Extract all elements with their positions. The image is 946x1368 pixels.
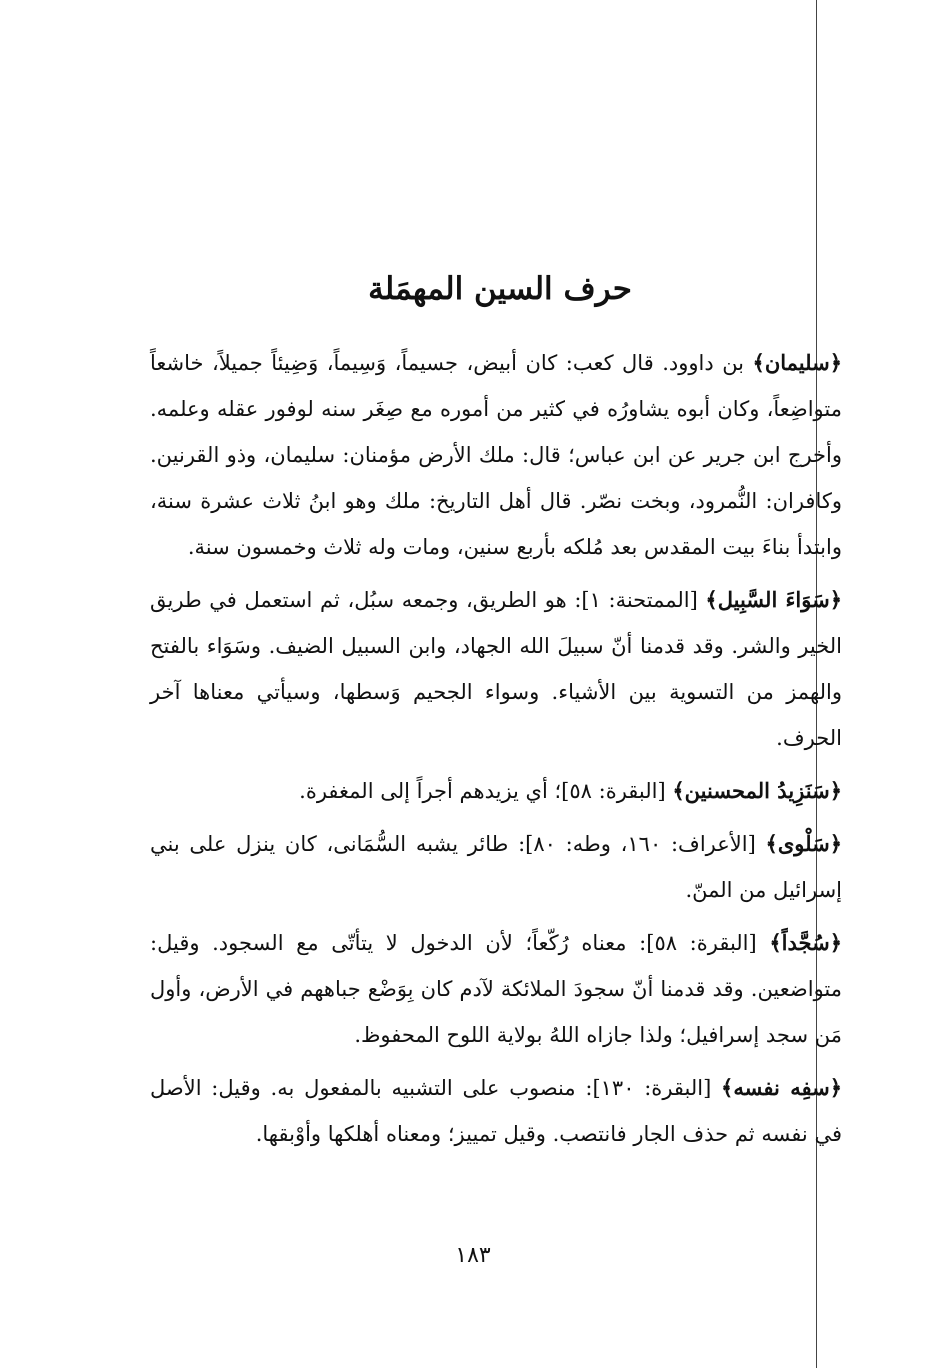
entry-head: سفِه نفسه: [733, 1075, 830, 1100]
ornate-bracket-open-icon: ﴿: [829, 831, 842, 856]
entry-text: [البقرة: ٥٨]؛ أي يزيدهم أجراً إلى المغفرة.: [299, 779, 673, 803]
entry-head: سَنَزِيدُ المحسنين: [684, 778, 830, 803]
ornate-bracket-close-icon: ﴾: [705, 587, 718, 612]
ornate-bracket-open-icon: ﴿: [829, 587, 843, 612]
entry-text: بن داوود. قال كعب: كان أبيض، جسيماً، وَسِيماً، وَضِيئاً جميلاً، خاشعاً متواضِعاً، وكان أبوه يشاورُه في كثير من أموره مع صِغَر سنه لوفور عقله وعلمه. وأخرج ابن جرير عن ابن عباس؛ قال: ملك الأرض مؤمنان: سليمان، وذو القرنين. وكافران: النُّمرود، وبخت نصّر. قال أهل التاريخ: ملك وهو ابنُ ثلاث عشرة سنة، وابتدأ بناءَ بيت المقدس بعد مُلكه بأربع سنين، ومات وله ثلاث وخمسون سنة.: [150, 351, 842, 559]
ornate-bracket-open-icon: ﴿: [829, 778, 842, 803]
page-number: ١٨٣: [455, 1243, 491, 1268]
entry-text: [الأعراف: ١٦٠، وطه: ٨٠]: طائر يشبه السُّمَانى، كان ينزل على بني إسرائيل من المنّ.: [150, 832, 842, 902]
entry-head: سَلْوى: [777, 831, 830, 856]
ornate-bracket-open-icon: ﴿: [829, 1075, 842, 1100]
entry-head: سليمان: [764, 350, 830, 375]
entry-salwa: [150, 821, 842, 913]
entry-text: [البقرة: ١٣٠]: منصوب على التشبيه بالمفعول به. وقيل: الأصل في نفسه ثم حذف الجار فانتصب. وقيل تمييز؛ ومعناه أهلكها وأوْبقها.: [150, 1076, 842, 1146]
ornate-bracket-open-icon: ﴿: [829, 930, 842, 955]
chapter-title: حرف السين المهمَلة: [368, 270, 632, 307]
entry-sawa-al-sabil: [150, 577, 842, 761]
ornate-bracket-close-icon: ﴾: [765, 831, 778, 856]
ornate-bracket-close-icon: ﴾: [672, 778, 685, 803]
entry-text: [البقرة: ٥٨]: معناه رُكّعاً؛ لأن الدخول لا يتأتّى مع السجود. وقيل: متواضعين. وقد قدمنا أنّ سجودَ الملائكة لآدم كان بِوَضْع جباههم في الأرض، وأول مَن سجد إسرافيل؛ ولذا جازاه اللهُ بولاية اللوح المحفوظ.: [150, 931, 842, 1047]
entry-sujjadan: [150, 920, 842, 1058]
ornate-bracket-close-icon: ﴾: [721, 1075, 734, 1100]
ornate-bracket-open-icon: ﴿: [829, 350, 842, 375]
text-body: [150, 340, 842, 1164]
ornate-bracket-close-icon: ﴾: [752, 350, 765, 375]
entry-safiha-nafsahu: [150, 1065, 842, 1157]
entry-sulayman: [150, 340, 842, 570]
entry-head: سُجَّداً: [781, 930, 830, 955]
entry-head: سَوَاءَ السَّبِيل: [717, 587, 830, 612]
entry-sanazid: [150, 768, 842, 814]
entry-text: [الممتحنة: ١]: هو الطريق، وجمعه سبُل، ثم استعمل في طريق الخير والشر. وقد قدمنا أنّ سبيلَ الله الجهاد، وابن السبيل الضيف. وسَوَاء بالفتح والهمز من التسوية بين الأشياء. وسواء الجحيم وَسطها، وسيأتي معناها آخر الحرف.: [150, 588, 842, 750]
ornate-bracket-close-icon: ﴾: [769, 930, 782, 955]
